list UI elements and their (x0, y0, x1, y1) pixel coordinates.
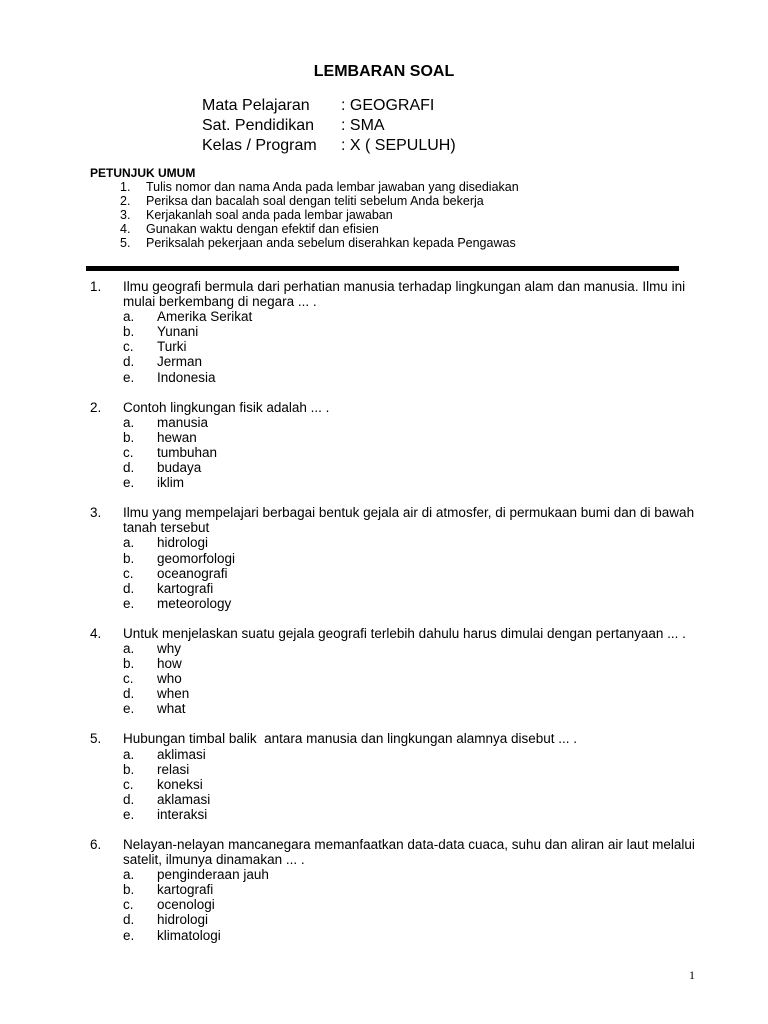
option-text: klimatologi (157, 927, 221, 943)
option-letter: a. (123, 746, 135, 762)
answer-option (90, 912, 710, 927)
question-text: Nelayan-nelayan mancanegara memanfaatkan data-data cuaca, suhu dan aliran air laut melalui satelit, ilmunya dinamakan ... . (123, 837, 695, 868)
instruction-number: 5. (120, 236, 131, 250)
option-text: interaksi (157, 806, 208, 822)
option-text: Amerika Serikat (157, 309, 253, 325)
instruction-text: Periksa dan bacalah soal dengan teliti sebelum Anda bekerja (146, 194, 484, 208)
question-number: 4. (90, 625, 102, 641)
option-text: geomorfologi (157, 550, 236, 566)
instruction-item (120, 222, 519, 236)
answer-option (90, 747, 710, 762)
option-letter: e. (123, 701, 135, 717)
option-letter: a. (123, 414, 135, 430)
question-text: Ilmu geografi bermula dari perhatian manusia terhadap lingkungan alam dan manusia. Ilmu ini mulai berkembang di negara ... . (123, 279, 686, 310)
option-letter: d. (123, 686, 135, 702)
meta-key: Mata Pelajaran (202, 97, 310, 114)
question-6 (90, 837, 710, 943)
instruction-item (120, 194, 519, 208)
option-letter: d. (123, 791, 135, 807)
answer-option (90, 370, 710, 385)
option-text: Yunani (157, 324, 199, 340)
meta-value: : SMA (341, 117, 385, 134)
option-letter: c. (123, 339, 134, 355)
option-letter: a. (123, 535, 135, 551)
answer-option (90, 354, 710, 369)
answer-option (90, 460, 710, 475)
option-text: meteorology (157, 595, 232, 611)
question-5 (90, 731, 710, 822)
option-text: Indonesia (157, 369, 216, 385)
answer-option (90, 415, 710, 430)
question-number: 1. (90, 279, 102, 294)
answer-option (90, 445, 710, 460)
question-3 (90, 505, 710, 611)
option-text: why (157, 640, 182, 656)
question-number: 2. (90, 399, 102, 415)
subject-info (202, 96, 456, 156)
question-1 (90, 279, 710, 385)
question-text: Untuk menjelaskan suatu gejala geografi terlebih dahulu harus dimulai dengan pertanyaan ... . (123, 625, 686, 641)
answer-option (90, 596, 710, 611)
general-instructions-list (120, 180, 519, 250)
page-number: 1 (689, 968, 695, 982)
option-text: iklim (157, 475, 184, 491)
option-text: tumbuhan (157, 444, 218, 460)
question-text: Contoh lingkungan fisik adalah ... . (123, 399, 330, 415)
option-text: ocenologi (157, 897, 215, 913)
instruction-text: Periksalah pekerjaan anda sebelum diserahkan kepada Pengawas (146, 236, 516, 250)
answer-option (90, 867, 710, 882)
meta-key: Sat. Pendidikan (202, 117, 315, 134)
answer-option (90, 928, 710, 943)
option-letter: b. (123, 429, 135, 445)
question-number: 3. (90, 505, 102, 521)
instruction-number: 3. (120, 208, 131, 222)
instruction-item (120, 180, 519, 194)
answer-option (90, 701, 710, 716)
instruction-text: Kerjakanlah soal anda pada lembar jawaban (146, 208, 393, 222)
option-letter: e. (123, 475, 135, 491)
option-letter: a. (123, 867, 135, 883)
section-divider (86, 266, 679, 271)
option-letter: b. (123, 550, 135, 566)
instruction-number: 4. (120, 222, 131, 236)
question-list (90, 279, 710, 958)
answer-option (90, 641, 710, 656)
option-text: relasi (157, 761, 190, 777)
answer-option (90, 671, 710, 686)
answer-option (90, 581, 710, 596)
question-text: Ilmu yang mempelajari berbagai bentuk gejala air di atmosfer, di permukaan bumi dan di bawah tanah tersebut (123, 505, 695, 536)
option-letter: b. (123, 324, 135, 340)
answer-option (90, 807, 710, 822)
option-text: budaya (157, 460, 202, 476)
instruction-text: Tulis nomor dan nama Anda pada lembar jawaban yang disediakan (146, 180, 519, 194)
option-letter: d. (123, 460, 135, 476)
option-letter: e. (123, 369, 135, 385)
option-letter: b. (123, 761, 135, 777)
answer-option (90, 324, 710, 339)
instruction-number: 1. (120, 180, 131, 194)
page-title: LEMBARAN SOAL (313, 63, 455, 80)
answer-option (90, 475, 710, 490)
option-letter: e. (123, 927, 135, 943)
option-text: when (157, 686, 190, 702)
instruction-item (120, 208, 519, 222)
option-text: how (157, 656, 182, 672)
answer-option (90, 897, 710, 912)
option-letter: d. (123, 354, 135, 370)
option-letter: c. (123, 776, 134, 792)
option-text: aklimasi (157, 746, 206, 762)
meta-key: Kelas / Program (202, 137, 317, 154)
meta-row-class (202, 136, 456, 156)
instruction-number: 2. (120, 194, 131, 208)
answer-option (90, 309, 710, 324)
option-text: hewan (157, 429, 197, 445)
option-text: Turki (157, 339, 187, 355)
option-text: what (157, 701, 186, 717)
answer-option (90, 792, 710, 807)
answer-option (90, 686, 710, 701)
option-letter: c. (123, 444, 134, 460)
general-instructions-heading: PETUNJUK UMUM (90, 166, 196, 180)
question-number: 5. (90, 731, 102, 747)
option-letter: b. (123, 656, 135, 672)
answer-option (90, 551, 710, 566)
meta-row-subject (202, 96, 456, 116)
option-letter: c. (123, 897, 134, 913)
meta-value: : X ( SEPULUH) (341, 137, 456, 154)
question-number: 6. (90, 837, 102, 852)
answer-option (90, 656, 710, 671)
option-text: Jerman (157, 354, 203, 370)
question-text: Hubungan timbal balik antara manusia dan lingkungan alamnya disebut ... . (123, 731, 578, 747)
option-text: penginderaan jauh (157, 867, 269, 883)
option-letter: d. (123, 580, 135, 596)
option-letter: c. (123, 671, 134, 687)
option-letter: c. (123, 565, 134, 581)
instruction-text: Gunakan waktu dengan efektif dan efisien (146, 222, 379, 236)
option-text: hidrologi (157, 535, 209, 551)
option-letter: e. (123, 806, 135, 822)
option-text: kartografi (157, 882, 214, 898)
option-letter: b. (123, 882, 135, 898)
option-text: who (157, 671, 182, 687)
option-text: kartografi (157, 580, 214, 596)
meta-row-school (202, 116, 456, 136)
answer-option (90, 339, 710, 354)
answer-option (90, 762, 710, 777)
option-text: koneksi (157, 776, 203, 792)
option-text: aklamasi (157, 791, 211, 807)
answer-option (90, 777, 710, 792)
option-letter: a. (123, 309, 135, 325)
instruction-item (120, 236, 519, 250)
option-letter: d. (123, 912, 135, 928)
option-text: oceanografi (157, 565, 228, 581)
answer-option (90, 566, 710, 581)
answer-option (90, 535, 710, 550)
option-text: hidrologi (157, 912, 209, 928)
meta-value: : GEOGRAFI (341, 97, 435, 114)
question-2 (90, 400, 710, 491)
option-letter: a. (123, 640, 135, 656)
option-letter: e. (123, 595, 135, 611)
answer-option (90, 430, 710, 445)
answer-option (90, 882, 710, 897)
question-4 (90, 626, 710, 717)
option-text: manusia (157, 414, 209, 430)
